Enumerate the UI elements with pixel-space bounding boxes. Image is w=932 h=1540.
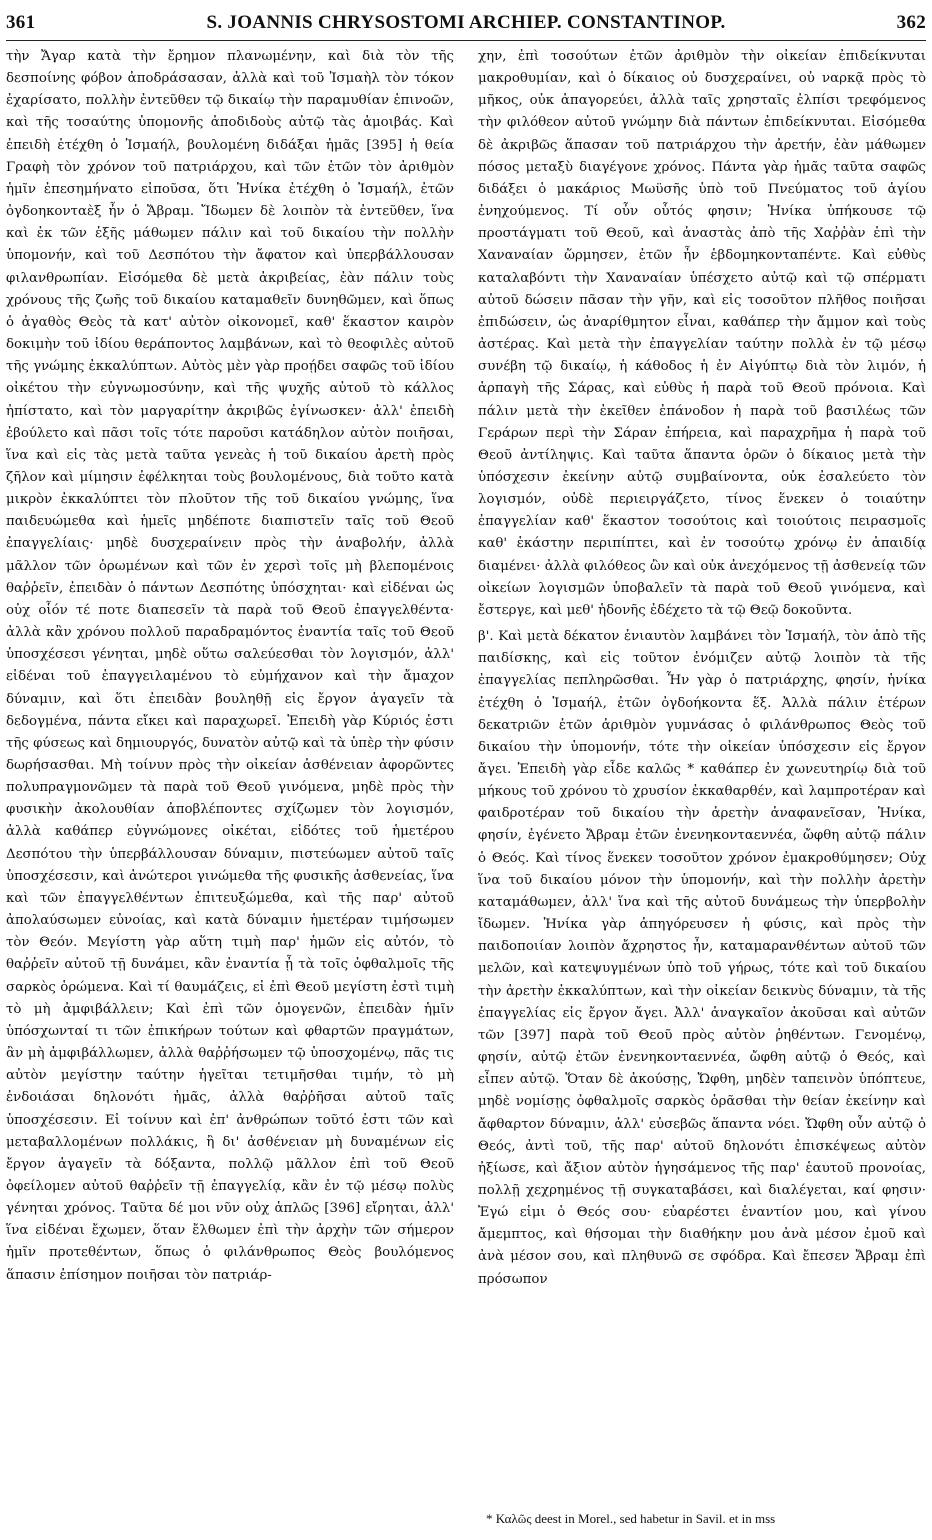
footnote: * Καλῶς deest in Morel., sed habetur in Savil. et in mss [486,1511,776,1526]
running-header [6,6,926,41]
running-title: S. JOANNIS CHRYSOSTOMI ARCHIEP. CONSTANTINOP. [206,12,726,33]
left-column [6,46,454,1494]
right-column [478,46,926,1494]
text-columns [6,46,926,1494]
page-number-right: 362 [896,12,926,33]
paragraph: χην, ἐπὶ τοσούτων ἐτῶν ἀριθμὸν τὴν οἰκείαν ἐπιδείκνυται μακροθυμίαν, καὶ ὁ δίκαιος οὐ δυσχεραίνει, οὐ ναρκᾷ πρὸς τὸ μῆκος, οὐκ ἀπαγορεύει, ἀλλὰ ταῖς χρησταῖς ἐλπίσι τρεφόμενος τὴν φιλόθεον αὐτοῦ γνώμην διὰ πάντων ἐπιδείκνυται. Εἰσόμεθα δὲ ἀκριβῶς ἅπασαν τοῦ πατριάρχου τὴν ἀρετήν, ἐὰν μάθωμεν πόσος μεταξὺ διαγέγονε χρόνος. Πάντα γὰρ ἡμᾶς ταῦτα σαφῶς διδάξει ὁ μακάριος Μωϋσῆς ὑπὸ τοῦ Πνεύματος τοῦ ἁγίου ἐνηχούμενος. Τί οὖν οὗτός φησιν; Ἡνίκα ὑπήκουσε τῷ προστάγματι τοῦ Θεοῦ, καὶ ἀναστὰς ἀπὸ τῆς Χαῤῥὰν ἐπὶ τὴν Χαναναίαν ὥρμησεν, ἐτῶν ἦν ἑβδομηκονταπέντε. Καὶ εὐθὺς καταλαβόντι τὴν Χαναναίαν ὑπέσχετο αὐτῷ καὶ τῷ σπέρματι αὐτοῦ δώσειν πᾶσαν τὴν γῆν, καὶ εἰς τοσοῦτον πλῆθος ποιῆσαι ἐπιδώσειν, ὡς ἀναρίθμητον εἶναι, καθάπερ τὴν ἄμμον καὶ τοὺς ἀστέρας. Καὶ μετὰ τὴν ἐπαγγελίαν ταύτην πολλὰ ἐν τῷ μέσῳ συνέβη τῷ δικαίῳ, ἡ κάθοδος ἡ ἐν Αἰγύπτῳ διὰ τὸν λιμόν, ἡ ἁρπαγὴ τῆς Σάρας, καὶ εὐθὺς ἡ παρὰ τοῦ Θεοῦ πρόνοια. Καὶ πάλιν μετὰ τὴν ἐκεῖθεν ἐπάνοδον ἡ παρὰ τοῦ βασιλέως τῶν Γεράρων περὶ τὴν Σάραν ἐπήρεια, καὶ παραχρῆμα ἡ παρὰ τοῦ Θεοῦ ἀντίληψις. Καὶ ταῦτα ἅπαντα ὁρῶν ὁ δίκαιος μετὰ τὴν ὑπόσχεσιν ἐκείνην αὐτῷ συμβαίνοντα, οὐκ ἐσαλεύετο τὸν λογισμόν, οὐδὲ περιειργάζετο, τίνος ἕνεκεν ὁ τοιαύτην ἐπαγγελίαν καθ' ἕκαστον τοσούτοις καὶ τοιούτοις πειρασμοῖς καθ' ἑκάστην περιπίπτει, καὶ ἐν τοσούτῳ χρόνῳ ἐν ἀπαιδίᾳ διαμένει· ἀλλὰ φιλόθεος ὢν καὶ οὐκ ἀνεχόμενος τῇ ἀσθενείᾳ τῶν οἰκείων λογισμῶν ὑποβαλεῖν τὰ παρὰ τοῦ Θεοῦ γινόμενα, καὶ ἔστεργε, καὶ μεθ' ἡδονῆς ἐδέχετο τὰ τῷ Θεῷ δοκοῦντα. [478,49,926,618]
page-number-left: 361 [6,12,36,33]
paragraph: β'. Καὶ μετὰ δέκατον ἐνιαυτὸν λαμβάνει τὸν Ἰσμαήλ, τὸν ἀπὸ τῆς παιδίσκης, καὶ εἰς τοῦτον ἐνόμιζεν αὐτῷ λοιπὸν τὰ τῆς ἐπαγγελίας πεπληρῶσθαι. Ἦν γὰρ ὁ πατριάρχης, φησίν, ἡνίκα ἐτέχθη ὁ Ἰσμαήλ, ἐτῶν ὀγδοήκοντα ἕξ. Ἀλλὰ πάλιν ἑτέρων δεκατριῶν ἐτῶν ἀριθμὸν γυμνάσας ὁ φιλάνθρωπος Θεὸς τοῦ δικαίου τὴν ὑπομονήν, τότε τὴν οἰκείαν ὑπόσχεσιν εἰς ἔργον ἄγει. Ἐπειδὴ γὰρ εἶδε καλῶς * καθάπερ ἐν χωνευτηρίῳ διὰ τοῦ μήκους τοῦ χρόνου τὸ χρυσίον ἐκκαθαρθέν, καὶ λαμπροτέραν καὶ φαιδροτέραν τοῦ δικαίου τὴν ἀρετὴν ἀναφανεῖσαν, Ἡνίκα, φησίν, ἐγένετο Ἄβραμ ἐτῶν ἐνενηκονταεννέα, ὤφθη αὐτῷ πάλιν ὁ Θεός. Καὶ τίνος ἕνεκεν τοσοῦτον χρόνον ἐμακροθύμησεν; Οὐχ ἵνα τοῦ δικαίου μόνον τὴν ὑπομονήν, καὶ τὴν πολλὴν ἀρετὴν καταμάθωμεν, ἀλλ' ἵνα καὶ τῆς αὐτοῦ δυνάμεως τὴν ὑπερβολὴν ἴδωμεν. Ἡνίκα γὰρ ἀπηγόρευσεν ἡ φύσις, καὶ πρὸς τὴν παιδοποιίαν λοιπὸν ἄχρηστος ἦν, καταμαρανθέντων αὐτοῦ τῶν μελῶν, καὶ κατεψυγμένων ὑπὸ τοῦ γήρως, τότε καὶ τοῦ δικαίου τὴν ἀρετὴν ἐκκαλύπτων, καὶ τὴν οἰκείαν δεικνὺς δύναμιν, τὰ τῆς ἐπαγγελίας εἰς ἔργον ἄγει. Ἀλλ' ἀναγκαῖον ἀκοῦσαι καὶ αὐτῶν τῶν [397] παρὰ τοῦ Θεοῦ πρὸς αὐτὸν ῥηθέντων. Γενομένῳ, φησίν, αὐτῷ ἐτῶν ἐνενηκονταεννέα, ὤφθη αὐτῷ ὁ Θεός, καὶ εἶπεν αὐτῷ. Ὅταν δὲ ἀκούσῃς, Ὤφθη, μηδὲν ταπεινὸν ὑπόπτευε, μηδὲ νομίσῃς ὀφθαλμοῖς σαρκὸς ὁρᾶσθαι τὴν θείαν ἐκείνην καὶ ἄφθαρτον δύναμιν, ἀλλ' εὐσεβῶς ἅπαντα νόει. Ὤφθη οὖν αὐτῷ ὁ Θεός, ἀντὶ τοῦ, τῆς παρ' αὐτοῦ δηλονότι ἐπισκέψεως αὐτὸν ἠξίωσε, καὶ ἄξιον αὐτὸν ἡγησάμενος τῆς παρ' ἑαυτοῦ προνοίας, πολλῇ χεχρημένος τῇ συγκαταβάσει, καὶ διαλέγεται, καί φησιν· Ἐγώ εἰμι ὁ Θεός σου· εὐαρέστει ἐναντίον μου, καὶ γίνου ἄμεμπτος, καὶ θήσομαι τὴν διαθήκην μου ἀνὰ μέσον ἐμοῦ καὶ ἀνὰ μέσον σου, καὶ πληθυνῶ σε σφόδρα. Καὶ ἔπεσεν Ἄβραμ ἐπὶ πρόσωπον [478,629,926,1287]
paragraph: τὴν Ἄγαρ κατὰ τὴν ἔρημον πλανωμένην, καὶ διὰ τὸν τῆς δεσποίνης φόβον ἀποδράσασαν, ἀλλὰ καὶ τοῦ Ἰσμαὴλ τὸν τόκον ἐχαρίσατο, πολλὴν ἐντεῦθεν τῷ δικαίῳ τὴν παραμυθίαν ἐπινοῶν, καὶ τῆς τοσαύτης ὑπομονῆς ἀποδιδοὺς αὐτῷ τὰς ἀμοιβάς. Καὶ ἐπειδὴ ἐτέχθη ὁ Ἰσμαήλ, βουλομένη διδάξαι ἡμᾶς [395] ἡ θεία Γραφὴ τὸν χρόνον τοῦ πατριάρχου, καὶ τῶν ἐτῶν τὸν ἀριθμὸν ἡμῖν ἐπεσημήνατο εἰποῦσα, ὅτι Ἡνίκα ἐτέχθη ὁ Ἰσμαήλ, ἐτῶν ὀγδοηκονταὲξ ἦν ὁ Ἄβραμ. Ἴδωμεν δὲ λοιπὸν τὰ ἐντεῦθεν, ἵνα καὶ ἐκ τῶν ἑξῆς μάθωμεν πάλιν καὶ τοῦ δικαίου τὴν πολλὴν ὑπομονήν, καὶ τοῦ Δεσπότου τὴν ἄφατον καὶ ὑπερβάλλουσαν φιλανθρωπίαν. Εἰσόμεθα δὲ μετὰ ἀκριβείας, ἐὰν πάλιν τοὺς χρόνους τῆς ζωῆς τοῦ δικαίου καταμαθεῖν δυνηθῶμεν, καὶ ὅπως ὁ ἀγαθὸς Θεὸς τὰ κατ' αὐτὸν οἰκονομεῖ, καθ' ἕκαστον καιρὸν δοκιμὴν τοῦ ἰδίου θεράποντος λαμβάνων, καὶ τὸ θεοφιλὲς αὐτοῦ τῆς γνώμης ἐκκαλύπτων. Αὐτὸς μὲν γὰρ προῄδει σαφῶς τοῦ ἰδίου οἰκέτου τὴν εὐγνωμοσύνην, καὶ τῆς ψυχῆς αὐτοῦ τὸ κάλλος ἠπίστατο, καὶ τὸν μαργαρίτην ἀκριβῶς ἐγίνωσκεν· ἀλλ' ἐπειδὴ ἐβούλετο καὶ πᾶσι τοῖς τότε παροῦσι κατάδηλον αὐτὸν ποιῆσαι, ἵνα καὶ εἰς τὰς μετὰ ταῦτα γενεὰς ἡ τοῦ δικαίου ἀρετὴ πρὸς ζῆλον καὶ μίμησιν ἐφέλκηται τοὺς βουλομένους, διὰ τοῦτο κατὰ μικρὸν ἐκκαλύπτει τὸν πλοῦτον τῆς τοῦ δικαίου γνώμης, ἵνα παιδευώμεθα καὶ ἡμεῖς μηδέποτε διαπιστεῖν ταῖς τοῦ Θεοῦ ἐπαγγελίαις· μηδὲ δυσχεραίνειν πρὸς τὴν ἀναβολήν, ἀλλὰ μᾶλλον τῶν ὁρωμένων καὶ τῶν ἐν χερσὶ τοῖς μὴ βλεπομένοις θαῤῥεῖν, ἐπειδὰν ὁ πάντων Δεσπότης ὑπόσχηται· καὶ εἰδέναι ὡς οὐχ οἷόν τέ ποτε διαπεσεῖν τὰ παρὰ τοῦ Θεοῦ ἐπαγγελθέντα· ἀλλὰ κἂν χρόνου πολλοῦ παραδραμόντος ἐναντία ταῖς τοῦ Θεοῦ ὑποσχέσεσι γένηται, μηδὲ οὕτω σαλεύεσθαι τὸν λογισμόν, ἀλλ' εἰδέναι τοῦ ἐπαγγειλαμένου τὸ εὐμήχανον καὶ τὴν ἄμαχον δύναμιν, καὶ ὅτι ἐπειδὰν βουληθῇ εἰς ἔργον ἀγαγεῖν τὰ δεδογμένα, πάντα εἴκει καὶ παραχωρεῖ. Ἐπειδὴ γὰρ Κύριός ἐστι τῆς φύσεως καὶ δημιουργός, δυνατὸν αὐτῷ καὶ τὰ ὑπὲρ τὴν φύσιν δωρήσασθαι. Μὴ τοίνυν πρὸς τὴν οἰκείαν ἀσθένειαν ἀφορῶντες πολυπραγμονῶμεν τὰ παρὰ τοῦ Θεοῦ γινόμενα, μηδὲ πρὸς τὴν φυσικὴν ἀκολουθίαν ἀποβλέποντες σχίζωμεν τὸν λογισμόν, ἀλλὰ καθάπερ εὐγνώμονες οἰκέται, εἰδότες τοῦ ἡμετέρου Δεσπότου τὴν ὑπερβάλλουσαν δύναμιν, πιστεύωμεν αὐτοῦ ταῖς ὑποσχέσεσιν, καὶ ἀνώτεροι γινώμεθα τῆς φυσικῆς ἀσθενείας, ἵνα καὶ τῶν ἐπαγγελθέντων ἐπιτευξώμεθα, καὶ τῆς παρ' αὐτοῦ ἀπολαύσωμεν εὐνοίας, καὶ κατὰ δύναμιν ἡμετέραν τιμήσωμεν τὸν Θεόν. Μεγίστη γὰρ αὕτη τιμὴ παρ' ἡμῶν εἰς αὐτόν, τὸ θαῤῥεῖν αὐτοῦ τῇ δυνάμει, κἂν ἐναντία ᾖ τὰ τοῖς ὀφθαλμοῖς τῆς σαρκὸς ὁρώμενα. Καὶ τί θαυμάζεις, εἰ ἐπὶ Θεοῦ μεγίστη ἐστὶ τιμὴ τὸ μὴ ἀμφιβάλλειν; Καὶ ἐπὶ τῶν ὁμογενῶν, ἐπειδὰν ἡμῖν ὑπόσχωνταί τι τῶν ἐπικήρων τούτων καὶ φθαρτῶν πραγμάτων, ἂν μὴ ἀμφιβάλλωμεν, ἀλλὰ θαῤῥήσωμεν τῷ ὑποσχομένῳ, πᾶς τις αὐτὸν μεγίστην ταύτην ἡγεῖται τετιμῆσθαι τιμήν, τὸ μὴ ἐνδοιάσαι δηλονότι ἡμᾶς, ἀλλὰ θαῤῥῆσαι αὐτοῦ ταῖς ὑποσχέσεσιν. Εἰ τοίνυν καὶ ἐπ' ἀνθρώπων τοῦτό ἐστι τῶν καὶ μεταβαλλομένων πολλάκις, ἢ δι' ἀσθένειαν μὴ δυναμένων εἰς ἔργον ἀγαγεῖν τὰ δόξαντα, πολλῷ μᾶλλον ἐπὶ τοῦ Θεοῦ ὀφείλομεν αὐτοῦ θαῤῥεῖν τῇ ἐπαγγελίᾳ, κἂν ἐν τῷ μέσῳ πολὺς γένηται χρόνος. Ταῦτα δέ μοι νῦν οὐχ ἁπλῶς [396] εἴρηται, ἀλλ' ἵνα εἰδέναι ἔχωμεν, ὅταν ἔλθωμεν ἐπὶ τὴν ἀρχὴν τῶν σήμερον ἡμῖν προτεθέντων, ὅπως ὁ φιλάνθρωπος Θεὸς βουλόμενος ἅπασιν ἐπίσημον ποιῆσαι τὸν πατριάρ- [6,49,454,1283]
